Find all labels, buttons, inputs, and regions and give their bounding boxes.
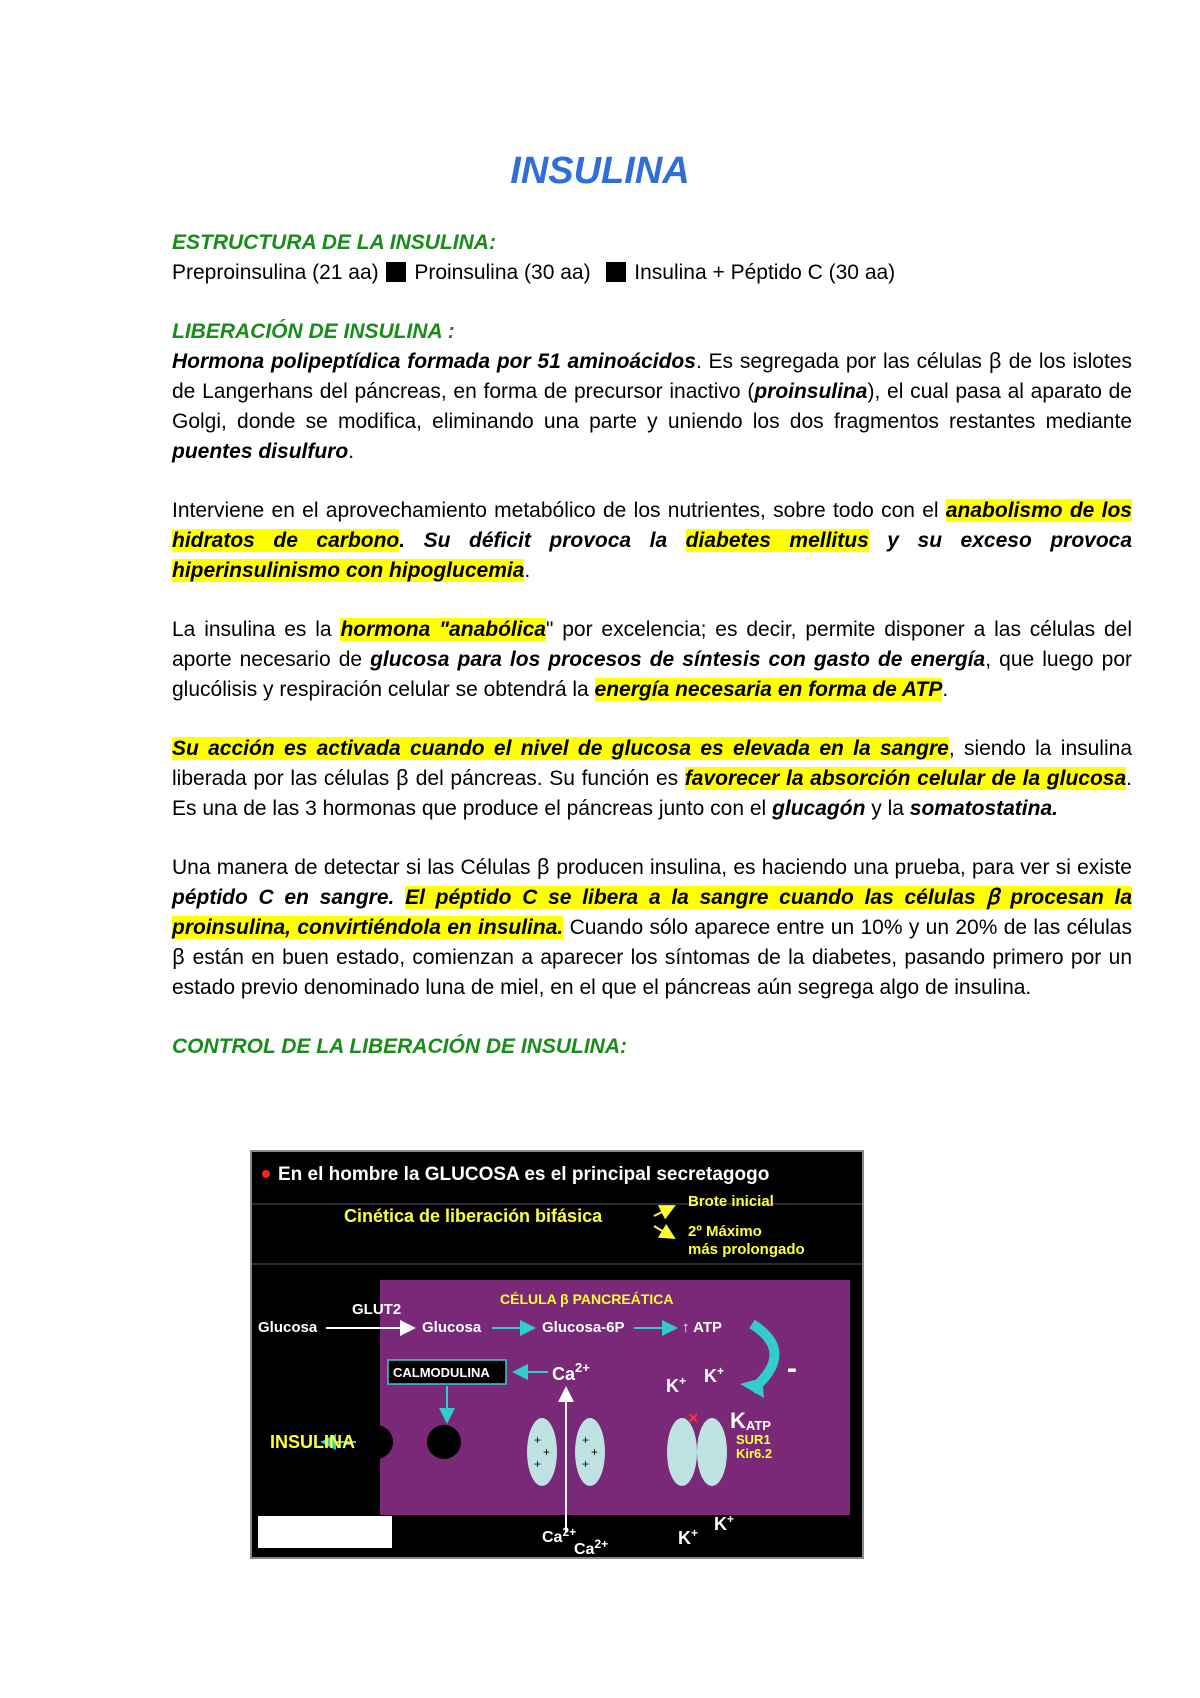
p3-text-3: , que luego por glucólisis y respiración celular se obtendrá la (172, 648, 1133, 701)
paragraph-5 (172, 853, 1132, 1003)
p2-highlight-1: anabolismo de los hidratos de carbono (172, 499, 1132, 552)
p5-bold: péptido C en sangre. (172, 886, 395, 909)
p4-glucagon: glucagón (772, 797, 866, 820)
paragraph-1 (172, 347, 1132, 467)
k-in-1: K+ (666, 1374, 687, 1396)
arrow-block-icon (386, 262, 406, 282)
page-title: INSULINA (510, 150, 690, 192)
p1-end: . (348, 440, 355, 463)
vesicle-released (359, 1425, 393, 1459)
proinsulina-text: Proinsulina (30 aa) (414, 261, 591, 284)
svg-text:+: + (582, 1433, 590, 1447)
p4-text: , siendo la insulina liberada por las células ꞵ del páncreas. Su función es (172, 737, 1132, 790)
p2-highlight-2: diabetes mellitus (685, 529, 869, 552)
white-box (258, 1516, 392, 1548)
katp-label: KATP (730, 1408, 771, 1433)
p3-highlight-1: hormona "anabólica (340, 618, 546, 641)
control-heading: CONTROL DE LA LIBERACIÓN DE INSULINA: (172, 1035, 627, 1058)
svg-text:+: + (591, 1445, 599, 1459)
phase2b-text: más prolongado (688, 1241, 805, 1258)
p4-text-3: y la (865, 797, 910, 820)
p3-end: . (942, 678, 949, 701)
insulina-peptido-text: Insulina + Péptido C (30 aa) (634, 261, 896, 284)
glut2-text: GLUT2 (352, 1301, 402, 1318)
ca-channel-right (575, 1418, 605, 1486)
estructura-heading: ESTRUCTURA DE LA INSULINA: (172, 231, 496, 254)
arrow-block-icon (606, 262, 626, 282)
bullet-icon (262, 1170, 270, 1178)
p2-text: Interviene en el aprovechamiento metabólico de los nutrientes, sobre todo con el (172, 499, 946, 522)
bullet-text: En el hombre la GLUCOSA es el principal secretagogo (278, 1164, 770, 1185)
ca-channel-left (527, 1418, 557, 1486)
p3-text: La insulina es la (172, 618, 341, 641)
glucosa6p-text: Glucosa-6P (542, 1319, 625, 1336)
p2-text-3: y su exceso provoca (868, 529, 1133, 552)
p1-puentes: puentes disulfuro (172, 440, 349, 463)
svg-text:+: + (543, 1445, 551, 1459)
insulin-release-diagram (250, 1150, 864, 1559)
liberacion-heading: LIBERACIÓN DE INSULINA : (172, 320, 455, 343)
ca-out-1: $Ca^{2+}$ (542, 1525, 577, 1546)
block-x-icon: × (688, 1408, 699, 1428)
phase1-text: Brote inicial (688, 1193, 774, 1210)
p1-bold: Hormona polipeptídica formada por 51 aminoácidos (172, 350, 696, 373)
p4-text-2: . Es una de las 3 hormonas que produce el páncreas junto con el (172, 767, 1132, 820)
glucosa-out-text: Glucosa (258, 1319, 318, 1336)
minus-sign: - (787, 1352, 797, 1385)
preproinsulina-text: Preproinsulina (21 aa) (172, 261, 379, 284)
cell-title: CÉLULA β PANCREÁTICA (500, 1291, 674, 1307)
p2-text-2: . Su déficit provoca la (399, 529, 686, 552)
p4-highlight-1: Su acción es activada cuando el nivel de glucosa es elevada en la sangre (172, 737, 949, 760)
glucosa-in-text: Glucosa (422, 1319, 482, 1336)
estructura-line (172, 258, 1132, 288)
p5-text: Una manera de detectar si las Células ꞵ producen insulina, es haciendo una prueba, para ver si existe (172, 856, 1132, 879)
paragraph-2 (172, 496, 1132, 586)
phase2a-text: 2º Máximo (688, 1223, 762, 1240)
katp-channel-right (697, 1418, 727, 1486)
p5-text-2: Cuando sólo aparece entre un 10% y un 20% de las células ꞵ están en buen estado, comienzan a aparecer los síntomas de la diabetes, pasando primero por un estado previo denominado luna de miel, en el que el páncreas aún segrega algo de insulina. (172, 916, 1132, 999)
svg-text:+: + (534, 1433, 542, 1447)
p2-end: . (524, 559, 531, 582)
p1-text: . Es segregada por las células ꞵ de los islotes de Langerhans del páncreas, en forma de precursor inactivo ( (172, 350, 1132, 403)
svg-text:+: + (582, 1457, 590, 1471)
p5-space (394, 886, 405, 909)
p1-text-2: ), el cual pasa al aparato de Golgi, donde se modifica, eliminando una parte y uniendo los dos fragmentos restantes mediante (172, 380, 1132, 433)
ca-out-2: $Ca^{2+}$ (574, 1537, 609, 1557)
sur1-label: SUR1 (736, 1432, 771, 1447)
vesicle (427, 1425, 461, 1459)
insulina-label: INSULINA (270, 1432, 355, 1452)
paragraph-3 (172, 615, 1132, 705)
kinetics-text: Cinética de liberación bifásica (344, 1206, 603, 1226)
ca-in-text: $Ca^{2+}$ (552, 1360, 590, 1384)
p1-proinsulina: proinsulina (754, 380, 868, 403)
katp-channel-left (667, 1418, 697, 1486)
k-in-2: K+ (704, 1364, 725, 1386)
k-out-2: K+ (714, 1512, 735, 1534)
svg-text:+: + (534, 1457, 542, 1471)
kir-label: Kir6.2 (736, 1446, 773, 1461)
paragraph-4 (172, 734, 1132, 824)
atp-text: ↑ ATP (682, 1319, 722, 1336)
document-body (172, 228, 1132, 1062)
p2-highlight-3: hiperinsulinismo con hipoglucemia (172, 559, 525, 582)
p5-highlight: El péptido C se libera a la sangre cuando las células ꞵ procesan la proinsulina, convirtiéndola en insulina. (172, 886, 1133, 939)
p4-highlight-2: favorecer la absorción celular de la glucosa (684, 767, 1127, 790)
beta-cell (380, 1280, 850, 1515)
k-out-1: K+ (678, 1526, 699, 1548)
p3-bold: glucosa para los procesos de síntesis con gasto de energía (370, 648, 986, 671)
p3-text-2: " por excelencia; es decir, permite disponer a las células del aporte necesario de (172, 618, 1132, 671)
p4-somatostatina: somatostatina. (909, 797, 1058, 820)
p3-highlight-2: energía necesaria en forma de ATP (594, 678, 943, 701)
calmodulina-text: CALMODULINA (393, 1365, 490, 1380)
